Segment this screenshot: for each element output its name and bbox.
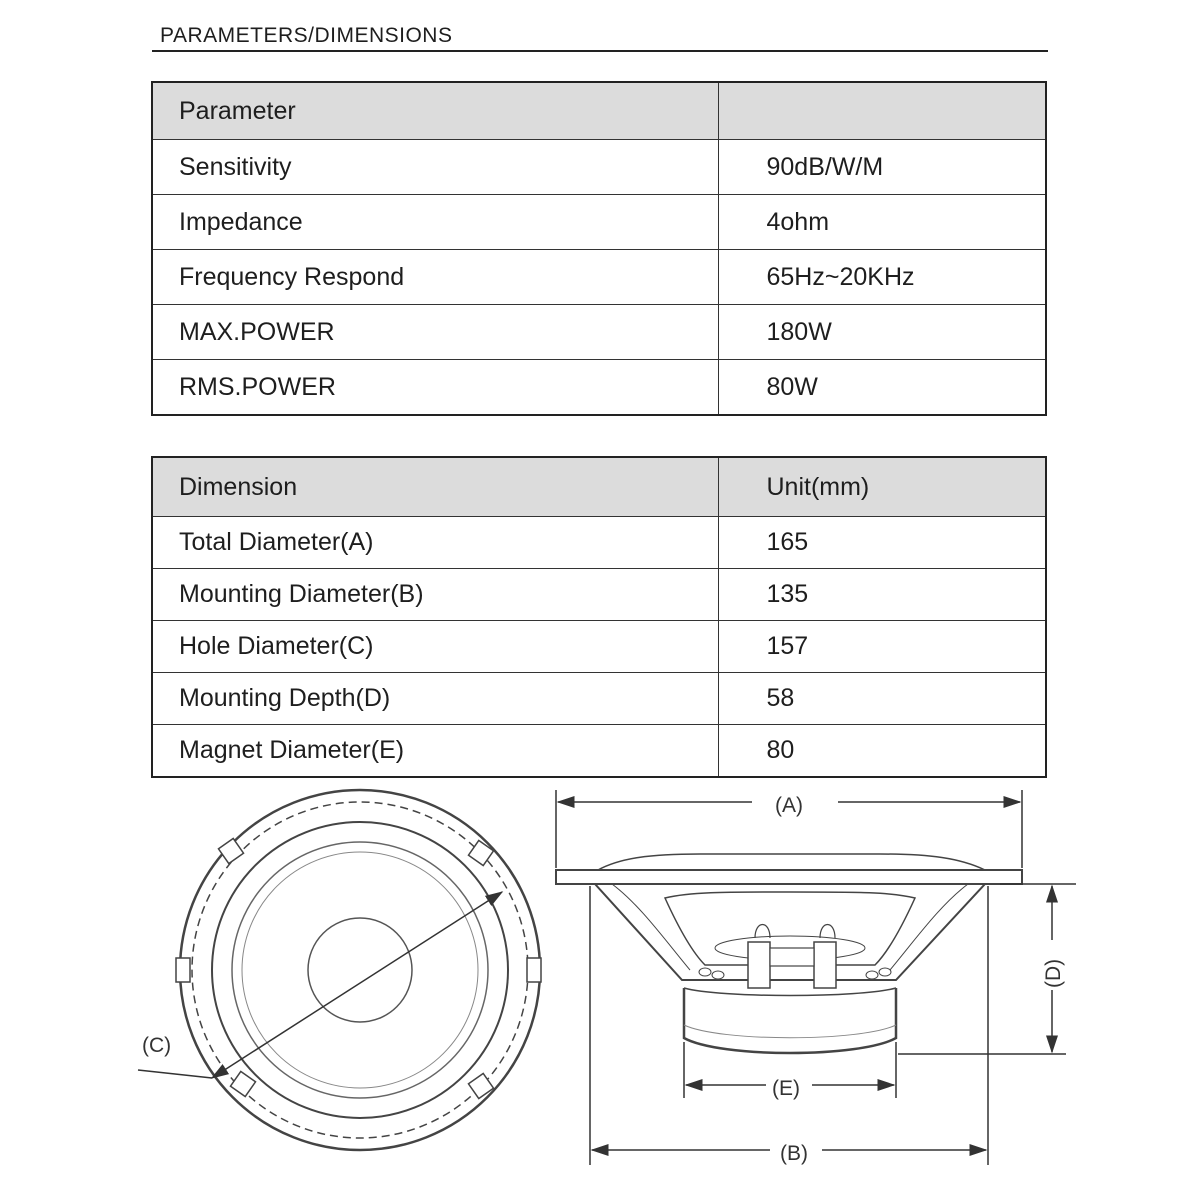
dimension-value-cell: 135	[718, 569, 1046, 621]
dimension-name-cell: Mounting Depth(D)	[152, 673, 718, 725]
dimension-name-cell: Hole Diameter(C)	[152, 621, 718, 673]
table-row	[152, 305, 1046, 360]
dimension-value-cell: 58	[718, 673, 1046, 725]
table-header-row	[152, 457, 1046, 517]
param-value-cell: 180W	[718, 305, 1046, 360]
table-row	[152, 360, 1046, 416]
label-e: (E)	[772, 1077, 800, 1100]
param-name-cell: MAX.POWER	[152, 305, 718, 360]
param-value-cell: 80W	[718, 360, 1046, 416]
dimension-name-cell: Magnet Diameter(E)	[152, 725, 718, 778]
param-name-cell: Sensitivity	[152, 140, 718, 195]
param-name-cell: Frequency Respond	[152, 250, 718, 305]
speaker-side-view	[556, 854, 1022, 1053]
param-value-cell: 65Hz~20KHz	[718, 250, 1046, 305]
table-row	[152, 195, 1046, 250]
label-d: (D)	[1042, 958, 1065, 988]
header-cell: Dimension	[152, 457, 718, 517]
title-underline	[152, 50, 1048, 52]
table-row	[152, 140, 1046, 195]
dimension-name-cell: Mounting Diameter(B)	[152, 569, 718, 621]
table-row	[152, 517, 1046, 569]
dimension-name-cell: Total Diameter(A)	[152, 517, 718, 569]
table-header-row	[152, 82, 1046, 140]
param-value-cell: 4ohm	[718, 195, 1046, 250]
dimension-value-cell: 157	[718, 621, 1046, 673]
table-row	[152, 250, 1046, 305]
param-name-cell: Impedance	[152, 195, 718, 250]
speaker-front-view	[138, 790, 541, 1150]
table-row	[152, 569, 1046, 621]
table-row	[152, 725, 1046, 778]
page-title: PARAMETERS/DIMENSIONS	[160, 24, 453, 47]
header-cell: Unit(mm)	[718, 457, 1046, 517]
parameters-table	[151, 81, 1047, 416]
speaker-technical-drawing	[0, 780, 1190, 1190]
dimension-value-cell: 165	[718, 517, 1046, 569]
label-c: (C)	[142, 1034, 172, 1057]
label-a: (A)	[775, 794, 803, 817]
label-b: (B)	[780, 1142, 808, 1165]
param-value-cell: 90dB/W/M	[718, 140, 1046, 195]
header-cell	[718, 82, 1046, 140]
dimensions-table	[151, 456, 1047, 778]
param-name-cell: RMS.POWER	[152, 360, 718, 416]
dimension-value-cell: 80	[718, 725, 1046, 778]
table-row	[152, 673, 1046, 725]
header-cell: Parameter	[152, 82, 718, 140]
table-row	[152, 621, 1046, 673]
